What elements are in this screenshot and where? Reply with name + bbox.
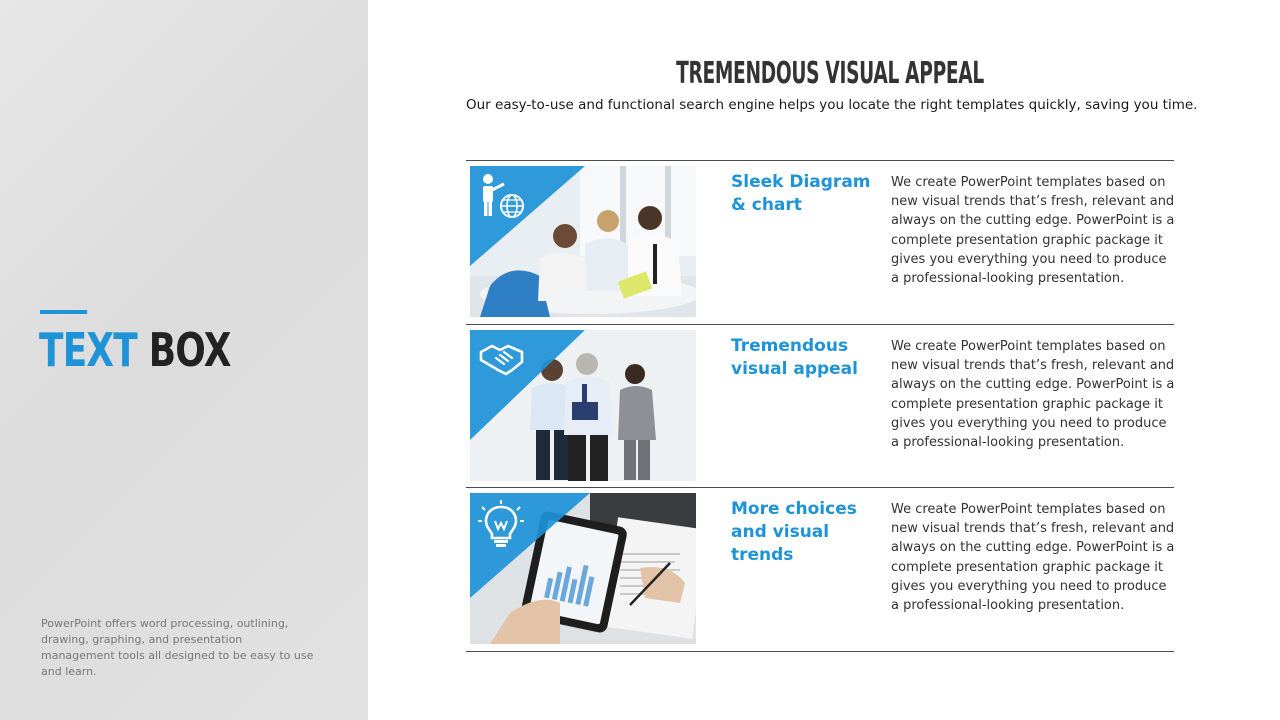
feature-row xyxy=(466,325,1174,488)
feature-row xyxy=(466,488,1174,651)
presenter-globe-icon xyxy=(478,172,532,220)
feature-title: Sleek Diagram & chart xyxy=(731,172,871,215)
sidebar-panel xyxy=(0,0,368,720)
feature-description: We create PowerPoint templates based on new visual trends that’s fresh, relevant and always on the cutting edge. PowerPoint is a complete presentation graphic package it gives you everything you need to produce a professional-looking presentation. xyxy=(891,502,1175,614)
title-accent-bar xyxy=(40,310,87,314)
handshake-icon xyxy=(478,336,528,380)
feature-title: More choices and visual trends xyxy=(731,499,857,565)
feature-description: We create PowerPoint templates based on new visual trends that’s fresh, relevant and always on the cutting edge. PowerPoint is a complete presentation graphic package it gives you everything you need to produce a professional-looking presentation. xyxy=(891,339,1175,451)
feature-row xyxy=(466,161,1174,324)
sidebar-title-accent-word: TEXT xyxy=(39,323,138,377)
sidebar-title xyxy=(39,322,231,378)
page-subtitle: Our easy-to-use and functional search engine helps you locate the right templates quickly, saving you time. xyxy=(466,97,1198,113)
feature-photo-tablet xyxy=(470,493,696,644)
feature-description: We create PowerPoint templates based on new visual trends that’s fresh, relevant and always on the cutting edge. PowerPoint is a complete presentation graphic package it gives you everything you need to produce a professional-looking presentation. xyxy=(891,175,1175,287)
sidebar-title-word: BOX xyxy=(148,323,231,377)
lightbulb-icon xyxy=(478,499,524,549)
feature-photo-team xyxy=(470,330,696,481)
sidebar-footnote: PowerPoint offers word processing, outlining, drawing, graphing, and presentation management tools all designed to be easy to use and learn. xyxy=(41,617,314,678)
table-divider xyxy=(466,651,1174,652)
page-title: TREMENDOUS VISUAL APPEAL xyxy=(676,56,984,91)
feature-photo-meeting xyxy=(470,166,696,317)
feature-title: Tremendous visual appeal xyxy=(731,336,858,379)
